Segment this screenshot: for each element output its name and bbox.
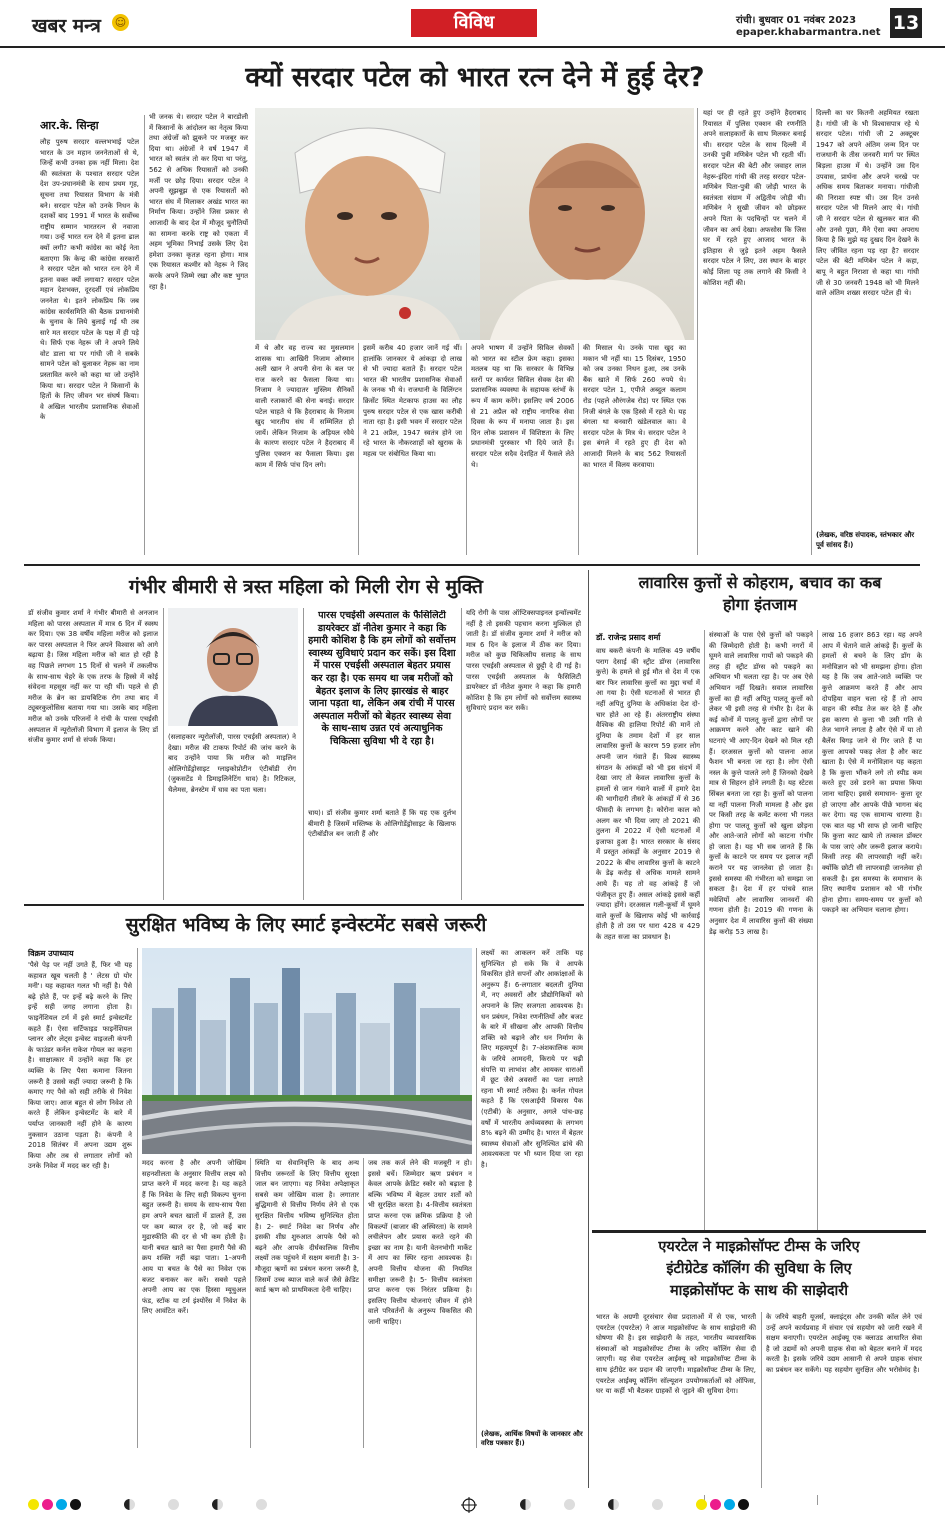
airtel-headline-line-3: माइक्रोसॉफ्ट के साथ की साझेदारी	[670, 1283, 848, 1299]
brand-name: खबर मन्त्र	[32, 15, 101, 37]
epaper-url[interactable]: epaper.khabarmantra.net	[736, 27, 881, 38]
dogs-byline: डॉ. राजेन्द्र प्रसाद शर्मा	[596, 633, 661, 642]
patel-col-3: में थे और वह राज्य का मुसलमान शासक था। आखिरी निजाम ओस्मान अली खान ने अपनी सेना के बल पर राज करने का फैसला किया था। निजाम ने ज्यादातर मुस्लिम सैनिकों वाली रजाकारों की सेना बनाई। सरदार पटेल चाहते थे कि हैदराबाद के निजाम खुद भारतीय संघ में सम्मिलित हो जायें। लेकिन निजाम के अड़ियल रवैये के कारण सरदार पटेल ने हैदराबाद में पुलिस एक्शन का फैसला किया। इस काम में सिर्फ पांच दिन लगे।	[255, 344, 354, 469]
invest-col-3: स्थिति या सेवानिवृत्ति के बाद अन्य वित्तीय जरूरतों के लिए वित्तीय सुरक्षा जाल बन जाएगा। यह निवेश अपेक्षाकृत सबसे कम जोखिम वाला है। लगातार बुद्धिमानी से वित्तीय निर्णय लेने से एक सुरक्षित वित्तीय भविष्य सुनिश्चित होता है। 2- स्मार्ट निवेश का निर्णय और इसकी शीघ्र शुरुआत आपके पैसे को बढ़ने और आपके दीर्घकालिक वित्तीय लक्ष्यों तक पहुंचने में सक्षम बनाती है। 3- मौजूदा ऋणों का प्रबंधन करना जरूरी है, जिसमें उच्च ब्याज वाले कर्ज जैसे क्रेडिट कार्ड ऋण को प्राथमिकता देनी चाहिए।	[255, 1159, 359, 1295]
health-pull-quote: पारस एचईसी अस्पताल के फैसिलिटी डायरेक्टर डॉ नीतेश कुमार ने कहा कि हमारी कोशिश है कि हम लोगों को सर्वोत्तम स्वास्थ्य सुविधाएं प्रदान कर सकें। इस दिशा में पारस एचईसी अस्पताल बेहतर प्रयास कर रहा है। एक समय था जब मरीजों को बेहतर इलाज के लिए झारखंड से बाहर जाना पड़ता था, लेकिन अब रांची में पारस अस्पताल मरीजों को बेहतर स्वास्थ्य सेवा के साथ-साथ उन्नत एवं अत्याधुनिक चिकित्सा सुविधा भी दे रहा है।	[308, 610, 456, 747]
masthead	[0, 0, 945, 48]
color-registration-strip-left	[28, 1499, 267, 1510]
airtel-headline-line-2: इंटीग्रेटेड कॉलिंग की सुविधा के लिए	[666, 1261, 852, 1277]
registration-crosshair-icon	[461, 1497, 477, 1513]
patel-portrait	[480, 108, 694, 340]
patel-signoff: (लेखक, वरिष्ठ संपादक, स्तंभकार और पूर्व सांसद हैं।)	[816, 531, 915, 549]
patel-headline: क्यों सरदार पटेल को भारत रत्न देने में हुई देर?	[245, 62, 705, 93]
patel-col-5: अपने भाषण में उन्होंने सिविल सेवकों को भारत का स्टील फ्रेम कहा। इसका मतलब यह था कि सरकार के विभिन्न स्तरों पर कार्यरत सिविल सेवक देश की प्रशासनिक व्यवस्था के सहायक स्तंभों के रूप में काम करेंगे। इसलिए वर्ष 2006 से 21 अप्रैल को राष्ट्रीय नागरिक सेवा दिवस के रूप में मनाया जाता है। इस दिन लोक प्रशासन में विशिष्टता के लिए प्रधानमंत्री पुरस्कार भी दिये जाते हैं। सरदार पटेल सदैव देशहित में फैसले लेते थे।	[471, 344, 574, 469]
patel-col-8: दिल्ली का घर कितनी अहमियत रखता है। गांधी जी के भी विश्वासपात्र रहे थे सरदार पटेल। गांधी जी 2 अक्टूबर 1947 को अपने अंतिम जन्म दिन पर राजधानी के तीस जनवरी मार्ग पर स्थित बिड़ला हाउस में थे। उन्होंने उस दिन उपवास, प्रार्थना और अपने चरखे पर अधिक समय बिताकर मनाया। गांधीजी की निराशा स्पष्ट थी। उस दिन उनसे सरदार पटेल भी मिलने आए थे। गांधी जी ने सरदार पटेल से खुलकर बात की और उनसे पूछा, मैंने ऐसा क्या अपराध किया है कि मुझे यह दुखद दिन देखने के लिए जीवित रहना पड़ रहा है? सरदार पटेल की बेटी मणिबेन पटेल ने कहा, बापू ने बहुत निराशा से कहा था। गांधी जी से 30 जनवरी 1948 को भी मिलने वाले अंतिम शख्स सरदार पटेल ही थे।	[816, 109, 919, 298]
patel-col-1: लौह पुरुष सरदार वल्लभभाई पटेल भारत के उन महान जननेताओं से थे, जिन्हें कभी उनका हक नहीं मिला। देश की स्वतंत्रता के पश्चात सरदार पटेल देश उप-प्रधानमंत्री के साथ प्रथम गृह, सूचना तथा रियासत विभाग के मंत्री बने। सरदार पटेल को उनके निधन के दशकों बाद 1991 में भारत के सर्वोच्च राष्ट्रीय सम्मान भारतरत्न से नवाजा गया। उन्हें भारत रत्न देने में इतना ढाल क्यों लगी? कभी कांग्रेस का कोई नेता बताएगा कि केन्द्र की कांग्रेस सरकारों ने सरदार पटेल को भारत रत्न देने में इतना वक्त क्यों लगाया? सरदार पटेल महान देशभक्त, दूरदर्शी एवं लोकप्रिय जननेता थे। इतने लोकप्रिय कि जब कांग्रेस कार्यसमिति की बैठक प्रधानमंत्री के चुनाव के लिये बुलाई गई थी तब सारे मत सरदार पटेल के पक्ष में ही पड़े थे। सिर्फ एक नेहरू जी ने अपने लिये वोट डाला था पर गांधी जी ने सबके सामने पटेल को बुलाकर नेहरू का नाम प्रस्तावित करने को कहा था जो उन्होंने किया था। सरदार पटेल ने किसानों के हितों के लिए जीवन भर संघर्ष किया। वे अखिल भारतीय प्रशासनिक सेवाओं के	[40, 138, 139, 422]
dogs-headline-line-2: होगा इंतजाम	[723, 595, 797, 614]
invest-col-4: जब तक कर्ज लेने की मजबूरी न हो। इससे बचें। जिम्मेदार ऋण प्रबंधन न केवल आपके क्रेडिट स्कोर को बढ़ाता है बल्कि भविष्य में बेहतर उधार शर्तों को भी सुरक्षित करता है। 4-वित्तीय स्वतंत्रता प्राप्त करना एक क्रमिक प्रक्रिया है जो विकल्पों (बाजार की अस्थिरता) के सामने लचीलेपन और प्रयास करते रहने की इच्छा का नाम है। यानी वेतनभोगी मार्केट में आप का स्थिर रहना आवश्यक है। अपनी वित्तीय योजना की नियमित समीक्षा जरूरी है। 5- वित्तीय स्वतंत्रता प्राप्त करना एक निरंतर प्रक्रिया है। इसलिए वित्तीय योजनाएं जीवन में होने वाले परिवर्तनों के अनुरूप विकसित की जानी चाहिए।	[368, 1159, 472, 1326]
invest-col-1: 'पैसे पेड़ पर नहीं उगते हैं, फिर भी यह कहावत खूब चलती है ' लेटस ग्रो योर मनी'। यह कहावत गलत भी नहीं है। पैसे बढ़े होते हैं, पर इन्हें बढ़े करने के लिए इन्हें सही जगह लगाना होता है। फाइनेंशियल टर्म में इसे स्मार्ट इन्वेस्टमेंट कहते हैं। ऐसा सर्टिफाइड फाइनेंशियल प्लानर और लेट्स इन्वेस्ट वाइजली कंपनी के फाउंडर कर्नल राकेश गोयल का कहना है। साक्षात्कार में उन्होंने कहा कि हर व्यक्ति के लिए पैसा कमाना जितना जरूरी है उससे कहीं ज्यादा जरूरी है कि कमाए गए पैसे को सही तरीके से निवेश किया जाए। आज बहुत से लोग निवेश तो करते हैं लेकिन इन्वेस्टमेंट के बारे में पर्याप्त जानकारी नहीं होने के कारण नुकसान उठाना पड़ता है। कंपनी ने 2018 सितंबर में अपना उद्यम शुरू किया और तब से लगातार लोगों को उनके निवेश में मदद कर रही है।	[28, 961, 132, 1171]
health-col-2: (सलाहकार न्यूरोलॉजी, पारस एचईसी अस्पताल) ने देखा। मरीज की टाकफ रिपोर्ट की जांच करने के बाद उन्होंने पाया कि मरीज को माइलिन ओलिगोडेंड्रोसाइट ग्लाइकोप्रोटीन एंटीबॉडी रोग (जुकसटेंड मे डिमाइलिनेटिंग घाव) है। रिटिकल, थैलेमस, ब्रेनस्टेम में घाव का पता चला।	[168, 733, 296, 794]
page-number-badge: 13	[890, 8, 922, 38]
invest-signoff: (लेखक, आर्थिक विषयों के जानकार और वरिष्ठ पत्रकार हैं।)	[481, 1430, 583, 1447]
invest-col-2: मदद करना है और अपनी जोखिम सहनशीलता के अनुसार वित्तीय लक्ष्य को प्राप्त करने में मदद करना है। यह कहते हैं कि निवेश के लिए सही विकल्प चुनना बहुत जरूरी है। समय के साथ-साथ पैसा हम अपने बचत खातों में डालते हैं, उस पर कम ब्याज दर है, जो कई बार मुद्रास्फीति की दर से भी कम होती है। यानी बचत खाते का पैसा हमारी पैसे की क्रय शक्ति नहीं बढ़ा पाता। 1-अपनी आय या बचत के पैसे का निवेश एक बजट बनाकर कर करें। सबसे पहले अपनी आय का एक हिस्सा म्यूचुअल फंड, स्टॉक या टर्म इंश्योरेंस में निवेश के लिए आवंटित करें।	[142, 1159, 246, 1316]
health-col-1: डॉ संजीव कुमार शर्मा ने गंभीर बीमारी से अनजान महिला को पारस अस्पताल में मात्र 6 दिन में स्वस्थ कर दिया। एक 38 वर्षीय महिला मरीज को इलाज कर पारस अस्पताल ने फिर अपने विश्वास को आगे बढ़ाया है। जिस महिला मरीज को बात हो रही है वह पिछले लगभग 15 दिनों से चलने में तकलीफ के साथ-साथ चेहरे के एक तरफ के हिस्से में कोई संवेदना महसूस नहीं कर पा रही थीं। पहले से ही मरीज के ब्रेन का डायबिटिक रोग तथा बाद में ट्यूबरकुलोसिस बताया गया था। उसके बाद महिला मरीज को उनके परिजनों ने रांची के पारस एचईसी अस्पताल में न्यूरोलॉजी विभाग में इलाज के लिए डॉ संजीव कुमार शर्मा से संपर्क किया।	[28, 609, 158, 745]
nehru-portrait	[255, 108, 480, 340]
invest-headline: सुरक्षित भविष्य के लिए स्मार्ट इन्वेस्टमेंट सबसे जरूरी	[125, 914, 487, 936]
airtel-col-1: भारत के अग्रणी दूरसंचार सेवा प्रदाताओं में से एक, भारती एयरटेल (एयरटेल) ने आज माइक्रोसॉफ्ट के साथ साझेदारी की घोषणा की है। इस साझेदारी के तहत, भारतीय व्यावसायिक संस्थाओं को माइक्रोसॉफ्ट टीम्स के जरिए कॉलिंग सेवा दी जाएगी। यह सेवा एयरटेल आईक्यू को माइक्रोसॉफ्ट टीम्स के साथ इंटीग्रेट कर प्रदान की जाएगी। माइक्रोसॉफ्ट टीम्स के लिए, एयरटेल आईक्यू कॉलिंग सॉल्यूशन उपयोगकर्ताओं को ऑफिस, घर या कहीं भी बैठकर ग्राहकों से जुड़ने की सुविधा देगा।	[596, 1313, 756, 1396]
patel-col-6: की मिसाल थे। उनके पास खुद का मकान भी नहीं था। 15 दिसंबर, 1950 को जब उनका निधन हुआ, तब उनके बैंक खाते में सिर्फ 260 रुपये थे। सरदार पटेल 1, एपीजे अब्दुल कलाम रोड (पहले औरंगजेब रोड) पर स्थित एक निजी बंगले के एक हिस्से में रहते थे। यह बंगला था बनवारी खंडेलवाल का। वे सरदार पटेल के मित्र थे। सरदार पटेल ने इस बंगले में रहते हुए ही देश को आजादी मिलने के बाद 562 रियासतों का भारत में विलय करवाया।	[583, 344, 686, 469]
doctor-portrait	[168, 608, 298, 726]
invest-col-5: लक्ष्यों का आकलन करें ताकि यह सुनिश्चित हो सके कि वे आपके विकसित होते सपनों और आकांक्षाओं के अनुरूप हैं। 6-लगातार बदलती दुनिया में, नए अवसरों और प्रौद्योगिकियों को अपनाने के लिए सजगता आवश्यक है। धन प्रबंधन, निवेश रणनीतियों और बजट के बारे में सीखना और आपकी वित्तीय शक्ति को बढ़ाने और धन निर्माण के लिए महत्वपूर्ण है। 7-अंशकालिक काम के जरिये आमदनी, किराये पर चढ़ी संपत्ति या लाभांश और आयकर धाराओं में छूट जैसे अवसरों का पता लगाते रहना भी स्मार्ट तरीका है। कर्नल गोयल कहते हैं कि एसआईपी विकास पैक (एटीबी) के अनुसार, अगले पांच-छह वर्षों में भारतीय अर्थव्यवस्था के लगभग 8% बढ़ने की उम्मीद है। भारत में बेहतर स्वास्थ्य सेवाओं और सुनिश्चित ढांचे की आवश्यकता पर भी ध्यान दिया जा रहा है।	[481, 949, 583, 1169]
patel-col-7: यहां पर ही रहते हुए उन्होंने हैदराबाद रियासत में पुलिस एक्शन की रणनीति अपने सलाहकारों के साथ मिलकर बनाई थी। सरदार पटेल के साथ दिल्ली में उनकी पुत्री मणिबेन पटेल भी रहती थीं। सरदार पटेल की बेटी और जवाहर लाल नेहरू-इंदिरा गांधी की तरह सरदार पटेल-मणिबेन पिता-पुत्री की जोड़ी भारत के स्वतंत्रता संग्राम में अद्वितीय जोड़ी थी। मणिबेन ने सुखी जीवन को छोड़कर अपने पिता के पदचिन्हों पर चलने में जीवन का अर्थ देखा। अफसोस कि जिस घर में रहते हुए आजाद भारत के इतिहास से जुड़े इतने अहम फैसले सरदार पटेल ने लिए, उस स्थान के बाहर कोई शिला पट्ट तक लगाने की किसी ने कोशिश नहीं की।	[703, 109, 806, 287]
health-col-3: चाय)। डॉ संजीव कुमार शर्मा बताते हैं कि यह एक दुर्लभ बीमारी है जिसमें मस्तिष्क के ओलिगोडेंड्रोसाइट के खिलाफ एंटीबॉडीज बन जाती हैं और	[308, 809, 456, 839]
invest-byline: विक्रम उपाध्याय	[28, 949, 74, 958]
patel-col-2: भी जनक थे। सरदार पटेल ने बारडोली में किसानों के आंदोलन का नेतृत्व किया तथा अंग्रेजों को झुकने पर मजबूर कर दिया था। अंग्रेजों ने वर्ष 1947 में भारत को स्वतंत्र तो कर दिया था परंतु, 562 से अधिक रियासतों को उनकी मर्जी पर छोड़ दिया। सरदार पटेल ने अपनी सूझबूझ से एक रियासतों को भारत संघ में मिलाकर अखंड भारत का निर्माण किया। उन्होंने जिस प्रकार से आजादी के बाद देश में मौजूद चुनौतियों का सामना करके राष्ट्र को एकता में अहम भूमिका निभाई उसके लिए देश हमेशा उनका कृतज्ञ रहना होगा। मात्र एक रियासत कश्मीर को नेहरू ने जिद करके अपने जिम्मे रखा और कष्ट भुगत रहा है।	[149, 113, 248, 291]
section-label: विविध	[411, 9, 537, 37]
dogs-col-1: वाघ बकरी कंपनी के मालिक 49 वर्षीय पराग देसाई की स्ट्रीट डॉग्स (लावारिस कुत्ते) के हमले से हुई मौत से देश में एक बार फिर लावारिस कुत्तों का मुद्दा चर्चा में आ गया है। ऐसी घटनाओं से भारत ही नहीं अपितु दुनिया के अधिकांश देश दो-चार होते आ रहे हैं। अंतरराष्ट्रीय संस्था वैश्विक की हालिया रिपोर्ट की मानें तो दुनिया के तमाम देशों में हर साल लावारिस कुत्तों के कारण 59 हजार लोग अपनी जान गंवाते हैं। विश्व स्वास्थ्य संगठन के आंकड़ों को भी इस संदर्भ में देखा जाए तो केवल लावारिस कुत्तों के हमलों से जान गंवाने वालों में हमारे देश की भागीदारी तीसरे के आंकड़ों में से 36 फीसदी के लगभग है। कोरोना काल को अलग कर भी दिया जाए तो 2021 की तुलना में 2022 में ऐसी घटनाओं में इजाफा हुआ है। भारत सरकार के संसद में प्रस्तुत आंकड़ों के अनुसार 2019 से 2022 के बीच लावारिस कुत्तों के काटने के डेढ़ करोड़ से अधिक मामले सामने आये हैं। यह तो वह आंकड़े हैं जो पंजीकृत हुए हैं। असल आंकड़े इससे कहीं ज्यादा होंगे। दरअसल गली-कूचों में घूमने वाले कुत्तों के खिलाफ कोई भी कार्रवाई होती है तो उस पर धारा 428 व 429 के तहत सजा का प्रावधान है।	[596, 647, 700, 942]
health-headline: गंभीर बीमारी से त्रस्त महिला को मिली रोग से मुक्ति	[129, 576, 483, 598]
dogs-col-3: लाख 16 हजार 863 रहा। यह अपने आप में चेताने वाले आंकड़े हैं। कुत्तों के हमलों से बचने के लिए डॉग के मनोविज्ञान को भी समझना होगा। होता यह है कि जब आते-जाते व्यक्ति पर कुत्ते आक्रमण करते हैं और आप दोपहिया वाहन चला रहे हैं तो आप वाहन की स्पीड तेज कर देते हैं और इस कारण से कुत्ता भी उसी गति से तेज भागने लगता है और ऐसे में या तो बैलेंस बिगड़ जाने से गिर जाते हैं या कुत्ता आपको पकड़ लेता है और काट खाता है। ऐसे में मनोविज्ञान यह कहता है कि कुत्ता भौंकने लगे तो स्पीड कम करते हुए उसे डराने का प्रयास किया जाना चाहिए। इससे समाधान- कुत्ता दूर हो जाएगा और आपके पीछे भागना बंद कर देगा। यह एक सामान्य धारणा है। एक बात यह भी साफ हो जानी चाहिए कि कुत्ता काट खाये तो तत्काल डॉक्टर के पास जाएं और जरूरी इलाज कराये। किसी तरह की लापरवाही नहीं करें। क्योंकि छोटी सी लापरवाही जानलेवा हो सकती है। इस समस्या के समाधान के लिए स्थानीय प्रशासन को भी गंभीर होना होगा। समय-समय पर कुत्तों को पकड़ने का अभियान चलाना होगा।	[822, 631, 922, 915]
dogs-col-2: संस्थाओं के पास ऐसे कुत्तों को पकड़ने की जिम्मेदारी होती है। कभी नगरों में घूमने वाले लावारिस गायों को पकड़ने की तरह ही स्ट्रीट डॉग्स को पकड़ने का अभियान भी चलता रहा है। पर अब ऐसे अभियान नहीं दिखते। सवाल लावारिस कुत्तों का ही नहीं अपितु पालतू कुत्तों को लेकर भी इसी तरह से गंभीर है। देश के कई कोनों में पालतू कुत्तों द्वारा लोगों पर आक्रमण करने और काट खाने की घटनाएं भी आए-दिन देखने को मिल रही हैं। दरअसल कुत्तों को पालना आज फैशन भी बनता जा रहा है। लोग ऐसी नस्ल के कुत्ते पालते लगे हैं जिनको देखने मात्र से सिहरन होने लगती है। यह स्टेटस सिंबल बनता जा रहा है। कुत्तों को पालना या नहीं पालना निजी मामला है और इस पर किसी तरह के कमेंट करना भी गलत होगा पर पालतू कुत्तों को खुला छोड़ना और आते-जाते लोगों को काटना गंभीर हो जाता है। यह भी सब जानते हैं कि कुत्तों के काटने पर समय पर इलाज नहीं कराने पर यह जानलेवा हो जाता है। इससे समस्या की गंभीरता को समझा जा सकता है। देश में हर पांचवे साल मवेशियों और लावारिस जानवरों की गणना होती है। 2019 की गणना के अनुसार देश में लावारिस कुत्तों की संख्या डेढ़ करोड़ 53 लाख है।	[709, 631, 813, 936]
dogs-headline-line-1: लावारिस कुत्तों से कोहराम, बचाव का कब	[638, 573, 882, 592]
health-col-4: यदि रोगी के पास ऑप्टिक्सपाइनल इन्वॉल्वमेंट नहीं है तो इसकी पहचान करना मुश्किल हो जाती है। डॉ संजीव कुमार शर्मा ने मरीज को मात्र 6 दिन के इलाज में ठीक कर दिया। मरीज को कुछ चिकित्सीय सलाह के साथ पारस एचईसी अस्पताल से छुट्टी दे दी गई है। पारस एचईसी अस्पताल के फैसिलिटी डायरेक्टर डॉ नीतेश कुमार ने कहा कि हमारी कोशिश है कि हम लोगों को सर्वोत्तम स्वास्थ्य सुविधाएं प्रदान कर सकें।	[466, 609, 581, 713]
dateline: रांची। बुधवार 01 नवंबर 2023	[736, 15, 857, 26]
patel-col-4: इसमें करीब 40 हजार जानें गई थीं। हालांकि जानकार ये आंकड़ा दो लाख से भी ज्यादा बताते हैं। सरदार पटेल भारत की भारतीय प्रशासनिक सेवाओं के जनक भी थे। राजधानी के विलिंग्टन क्रिसेंट स्थित मेटकाफ हाउस का लौह पुरुष सरदार पटेल से एक खास करीबी नाता रहा है। इसी भवन में सरदार पटेल ने 21 अप्रैल, 1947 स्वतंत्र होने जा रहे भारत के नौकरशाहों को खुराक के महत्व पर संबोधित किया था।	[363, 344, 462, 458]
patel-byline: आर.के. सिन्हा	[40, 119, 99, 132]
color-registration-strip-right	[520, 1499, 749, 1510]
airtel-col-2: के जरिये बाहरी यूजर्स, क्लाइंट्स और उनकी कॉल लेने एवं उन्हें अपने कार्यप्रवाह में संचार एवं सहयोग को जारी रखने में सक्षम बनाएगी। एयरटेल आईक्यू एक क्लाउड आधारित सेवा है जो उद्यमों को अपनी ग्राहक सेवा को बेहतर बनाने में मदद करती है। इसके जरिये उद्यम आसानी से अपने ग्राहक संचार का प्रबंधन कर सकेंगे। यह सहयोग सुरक्षित और भरोसेमंद है।	[766, 1313, 922, 1374]
airtel-headline-line-1: एयरटेल ने माइक्रोसॉफ्ट टीम्स के जरिए	[658, 1239, 860, 1255]
smiley-face-icon: ☺	[112, 14, 129, 31]
city-skyline-photo	[142, 948, 472, 1154]
